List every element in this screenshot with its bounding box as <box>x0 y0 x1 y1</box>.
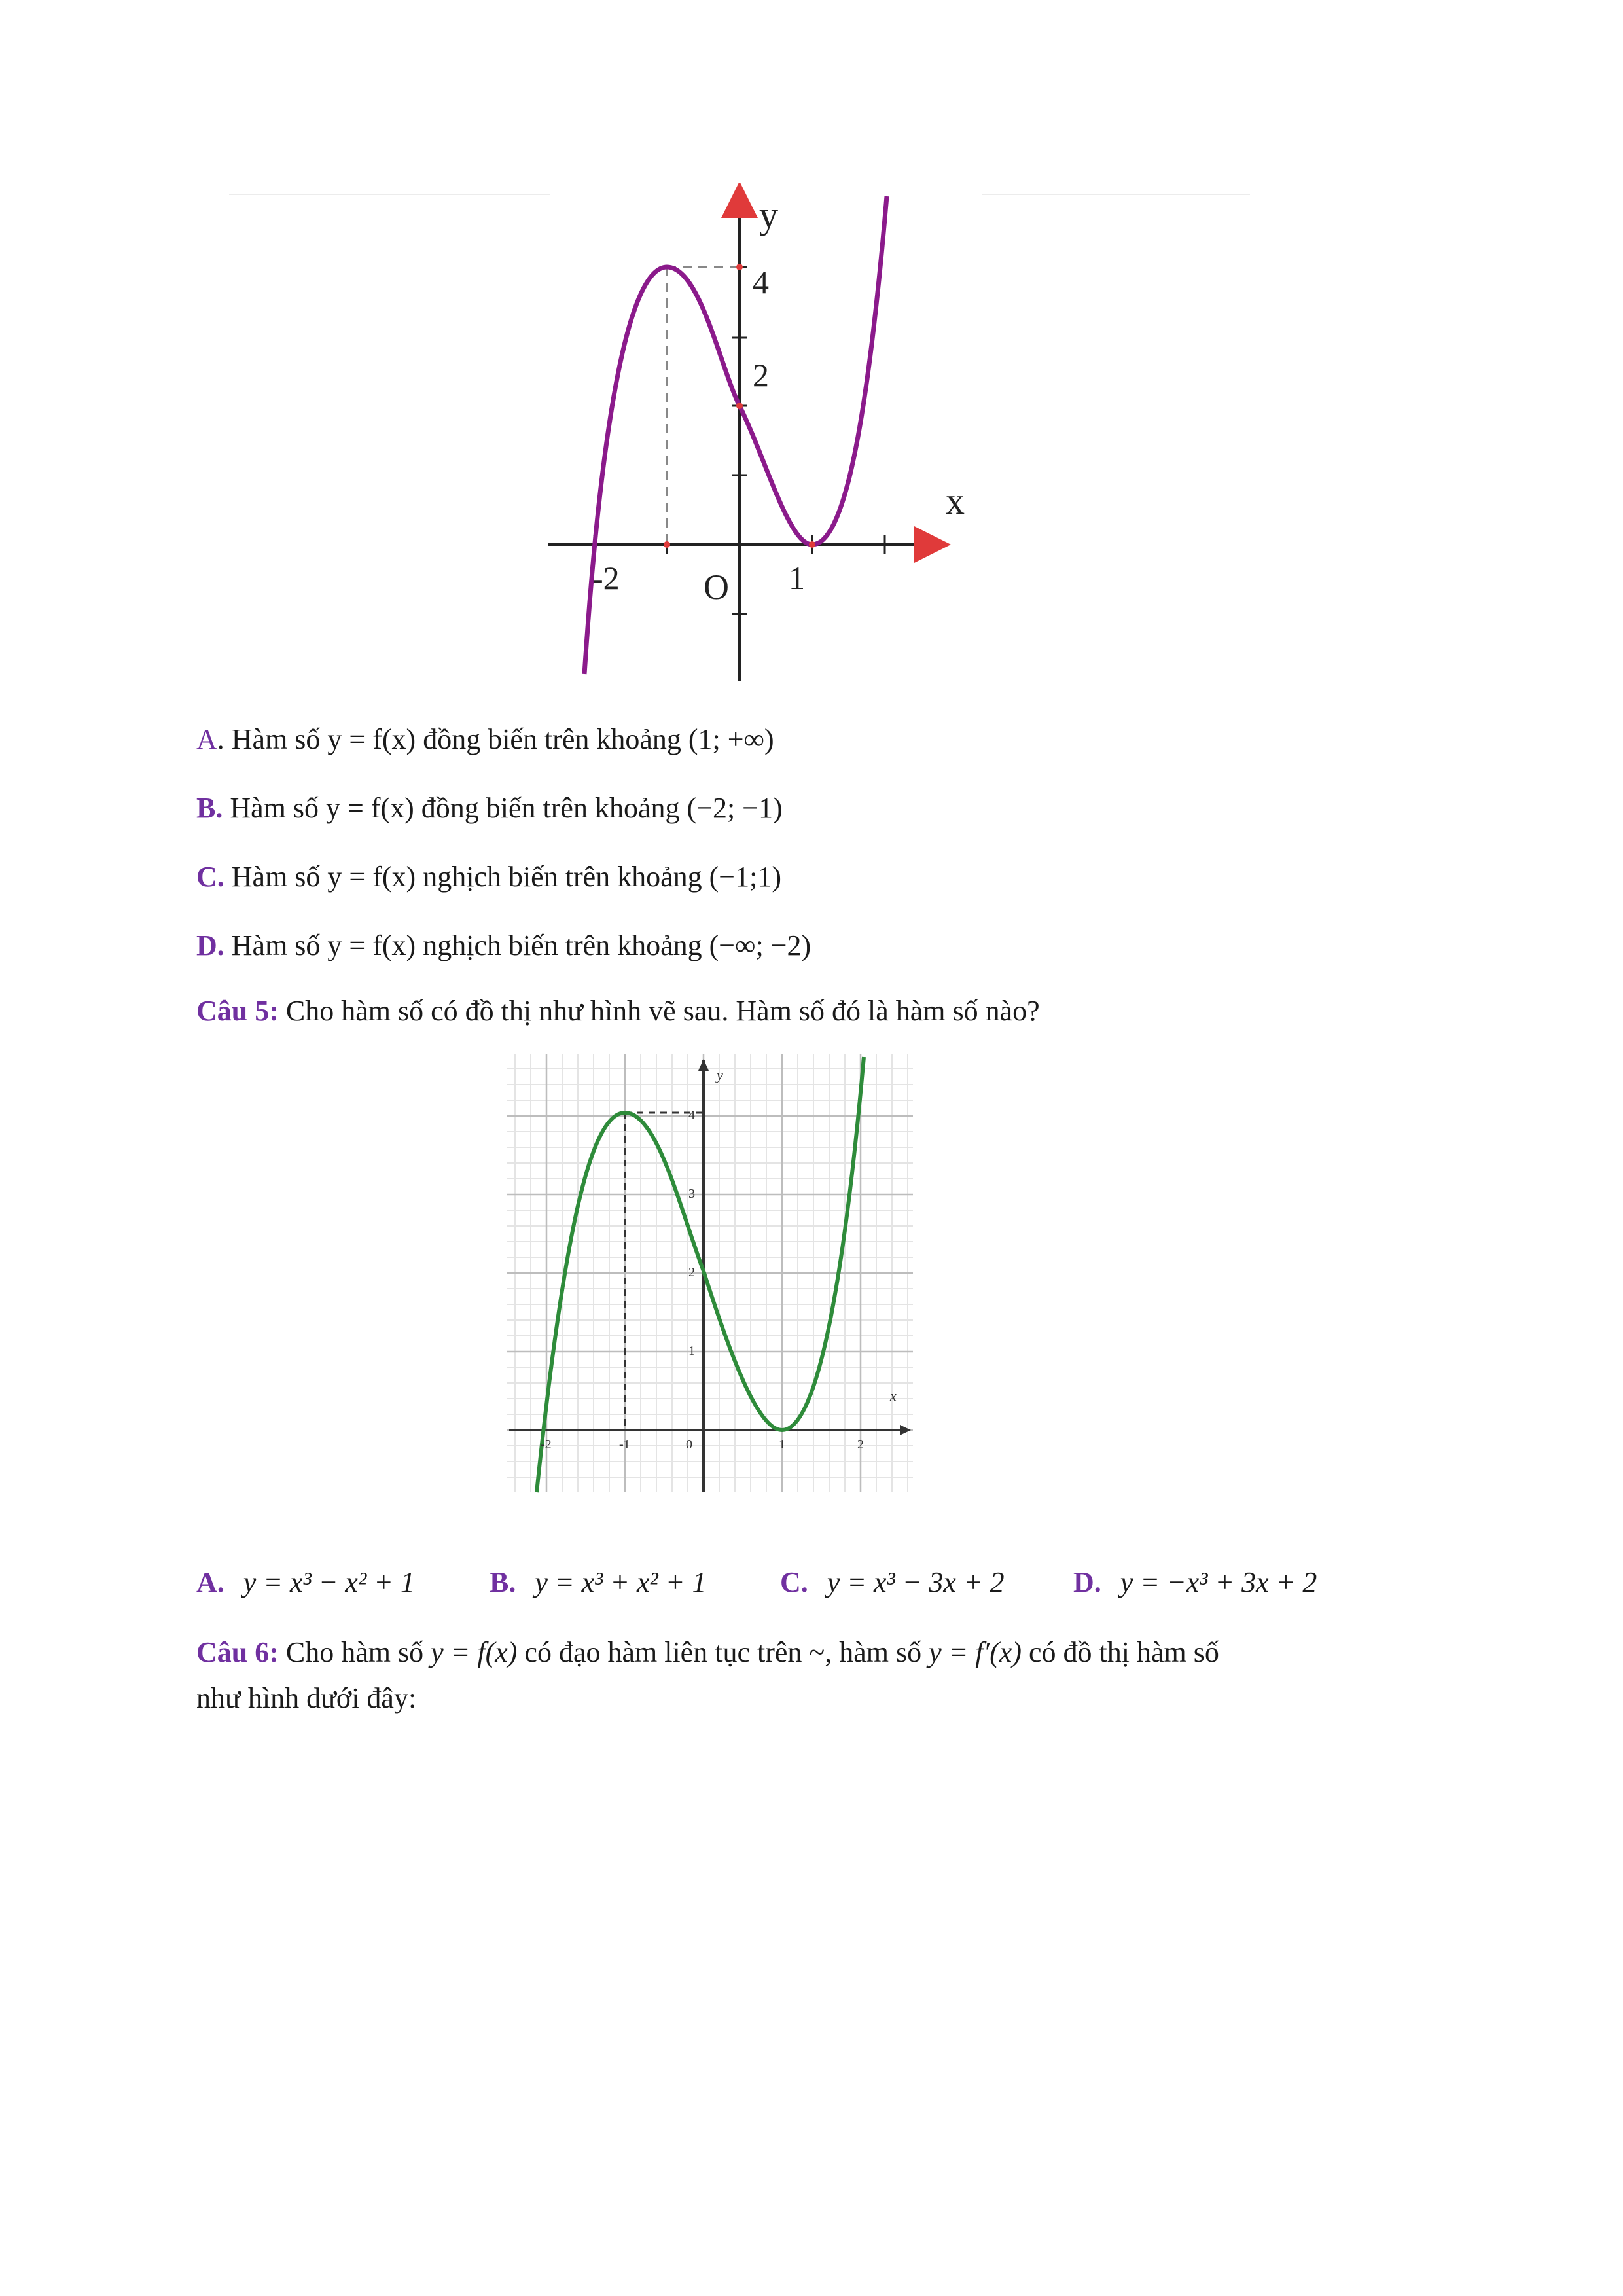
grid-origin: 0 <box>686 1437 692 1452</box>
q5-option-b-formula: y = x³ + x² + 1 <box>535 1566 707 1598</box>
header-rule-left <box>229 194 550 195</box>
q5-option-c <box>780 1563 1005 1602</box>
q4-option-c <box>196 857 781 897</box>
grid-axis-y-label: y <box>717 1067 723 1083</box>
q6-label: Câu 6: <box>196 1636 279 1668</box>
q4-option-a-label: A <box>196 723 217 755</box>
tick-y2: 2 <box>753 357 769 393</box>
q5-label: Câu 5: <box>196 995 279 1027</box>
q6-part4: có đồ thị hàm số <box>1021 1636 1219 1668</box>
q4-option-d-interval: (−∞; −2) <box>709 929 812 961</box>
q4-option-d-label: D. <box>196 929 224 961</box>
q5-option-b <box>490 1563 706 1602</box>
q4-option-a <box>196 720 774 759</box>
tick-x1: 1 <box>789 560 805 596</box>
q4-option-c-text: Hàm số y = f(x) nghịch biến trên khoảng <box>224 861 709 893</box>
q5-prompt <box>196 992 1040 1031</box>
q6-function: y = f(x) <box>431 1636 518 1668</box>
q5-option-d <box>1073 1563 1317 1602</box>
q5-option-b-label: B. <box>490 1566 516 1598</box>
q6-part3: , hàm số <box>825 1636 929 1668</box>
grid-axis-x-label: x <box>890 1388 897 1404</box>
grid-tick-y1: 1 <box>688 1344 695 1358</box>
q5-option-c-label: C. <box>780 1566 808 1598</box>
q4-option-b-label: B. <box>196 792 223 824</box>
q4-option-c-interval: (−1;1) <box>709 861 781 893</box>
q5-option-a <box>196 1563 415 1602</box>
q4-option-b-text: Hàm số y = f(x) đồng biến trên khoảng <box>223 792 687 824</box>
grid-tick-y3: 3 <box>688 1187 695 1201</box>
q5-option-d-label: D. <box>1073 1566 1101 1598</box>
q4-option-b <box>196 789 783 828</box>
grid-tick-x1: 1 <box>779 1437 785 1452</box>
q5-text: Cho hàm số có đồ thị như hình vẽ sau. Hàm số đó là hàm số nào? <box>278 995 1040 1027</box>
axis-x-label: x <box>946 480 965 522</box>
q6-derivative: y = f′(x) <box>929 1636 1022 1668</box>
q6-domain: ~ <box>809 1636 825 1668</box>
q4-option-a-interval: (1; +∞) <box>688 723 774 755</box>
q4-option-d-text: Hàm số y = f(x) nghịch biến trên khoảng <box>224 929 709 961</box>
q5-option-a-label: A. <box>196 1566 224 1598</box>
q5-option-c-formula: y = x³ − 3x + 2 <box>827 1566 1005 1598</box>
grid-tick-y4: 4 <box>688 1108 695 1122</box>
q4-option-a-sep: . <box>217 723 224 755</box>
grid-tick-x-minus1: -1 <box>619 1437 630 1452</box>
q4-option-d <box>196 926 811 965</box>
tick-y4: 4 <box>753 264 769 300</box>
figure-cubic-graph <box>537 183 995 694</box>
q6-prompt-line1 <box>196 1633 1219 1672</box>
q4-option-c-label: C. <box>196 861 224 893</box>
q6-prompt-line2: như hình dưới đây: <box>196 1682 417 1714</box>
q5-option-d-formula: y = −x³ + 3x + 2 <box>1120 1566 1317 1598</box>
header-rule-right <box>982 194 1250 195</box>
q4-option-b-interval: (−2; −1) <box>687 792 783 824</box>
q6-part1: Cho hàm số <box>278 1636 431 1668</box>
q5-option-a-formula: y = x³ − x² + 1 <box>243 1566 415 1598</box>
grid-tick-y2: 2 <box>688 1265 695 1280</box>
q6-part2: có đạo hàm liên tục trên <box>517 1636 810 1668</box>
origin-label: O <box>704 567 729 607</box>
figure-grid-graph <box>504 1050 916 1496</box>
grid-tick-x2: 2 <box>857 1437 864 1452</box>
tick-x-minus2: -2 <box>592 560 620 596</box>
axis-y-label: y <box>759 194 778 236</box>
q4-option-a-text: Hàm số y = f(x) đồng biến trên khoảng <box>224 723 688 755</box>
grid-tick-x-minus2: -2 <box>541 1437 552 1452</box>
